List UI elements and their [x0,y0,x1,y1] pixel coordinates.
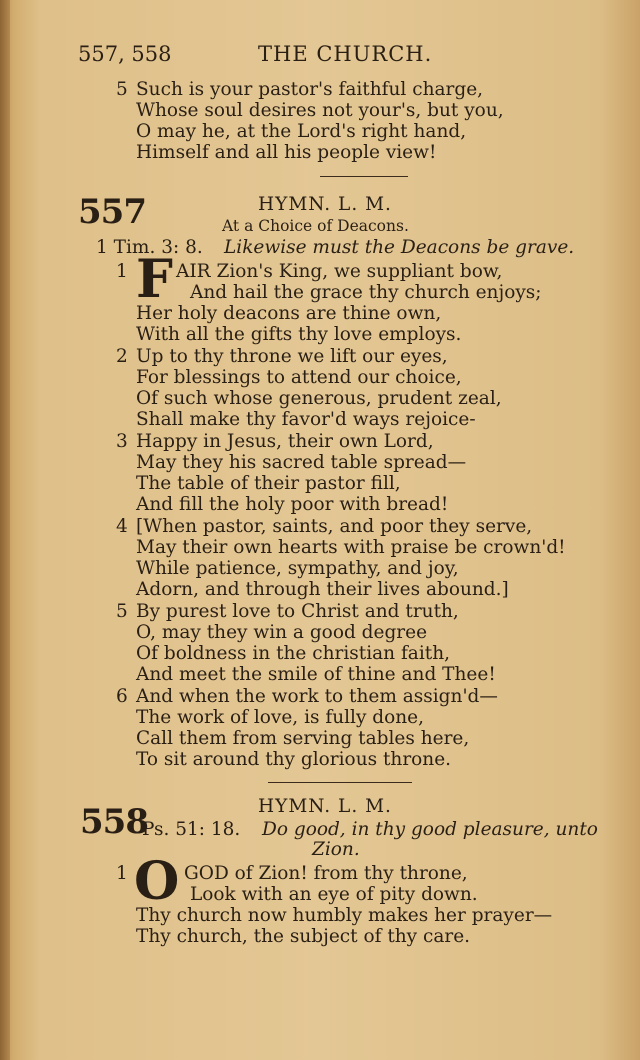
verse-line: Such is your pastor's faithful charge, [136,79,484,100]
verse-line: Adorn, and through their lives abound.] [136,579,509,600]
verse-line: Her holy deacons are thine own, [136,303,442,324]
hymn-title: HYMN. L. M. [258,194,392,215]
verse-number: 1 [116,261,128,282]
verse-line: Of such whose generous, prudent zeal, [136,388,502,409]
scripture-text: Do good, in thy good pleasure, unto [262,819,598,840]
verse-line: And fill the holy poor with bread! [136,494,449,515]
verse-line: May they his sacred table spread— [136,452,467,473]
verse-line: The work of love, is fully done, [136,707,425,728]
verse-number: 6 [116,686,128,707]
scripture-ref: 1 Tim. 3: 8. [96,237,203,258]
hymn-title: HYMN. L. M. [258,796,392,817]
verse-line: Whose soul desires not your's, but you, [136,100,504,121]
verse-line: Himself and all his people view! [136,142,437,163]
verse-line: Look with an eye of pity down. [190,884,478,905]
hymn-subtitle: At a Choice of Deacons. [222,217,409,235]
section-divider [268,782,412,783]
verse-line: Of boldness in the christian faith, [136,643,450,664]
verse-line: O may he, at the Lord's right hand, [136,121,467,142]
verse-line: Happy in Jesus, their own Lord, [136,431,434,452]
verse-line: Up to thy throne we lift our eyes, [136,346,448,367]
verse-line: By purest love to Christ and truth, [136,601,459,622]
verse-line: [When pastor, saints, and poor they serve, [136,516,533,537]
verse-line: Thy church now humbly makes her prayer— [136,905,553,926]
hymn-number: 558 [80,802,148,842]
verse-line: With all the gifts thy love employs. [136,324,462,345]
verse-number: 3 [116,431,128,452]
page-numbers: 557, 558 [78,42,172,66]
scripture-text-continued: Zion. [312,839,360,860]
verse-line: And meet the smile of thine and Thee! [136,664,496,685]
drop-cap: F [136,249,173,310]
drop-cap: O [134,851,180,912]
verse-number: 1 [116,863,128,884]
verse-line: AIR Zion's King, we suppliant bow, [176,261,503,282]
hymn-number: 557 [78,192,146,232]
scripture-ref: Ps. 51: 18. [142,819,241,840]
verse-number: 2 [116,346,128,367]
verse-number: 4 [116,516,128,537]
verse-number: 5 [116,79,128,100]
page-spine-shadow [0,0,10,1060]
verse-line: Call them from serving tables here, [136,728,470,749]
verse-line: For blessings to attend our choice, [136,367,462,388]
verse-line: May their own hearts with praise be crown'd! [136,537,566,558]
verse-line: And when the work to them assign'd— [136,686,498,707]
verse-line: GOD of Zion! from thy throne, [184,863,468,884]
section-divider [320,176,408,177]
verse-line: Shall make thy favor'd ways rejoice- [136,409,476,430]
running-title: THE CHURCH. [258,42,433,66]
verse-line: Thy church, the subject of thy care. [136,926,471,947]
verse-line: While patience, sympathy, and joy, [136,558,459,579]
verse-line: And hail the grace thy church enjoys; [190,282,542,303]
verse-line: O, may they win a good degree [136,622,428,643]
verse-number: 5 [116,601,128,622]
verse-line: The table of their pastor fill, [136,473,401,494]
verse-line: To sit around thy glorious throne. [136,749,452,770]
scripture-text: Likewise must the Deacons be grave. [224,237,575,258]
